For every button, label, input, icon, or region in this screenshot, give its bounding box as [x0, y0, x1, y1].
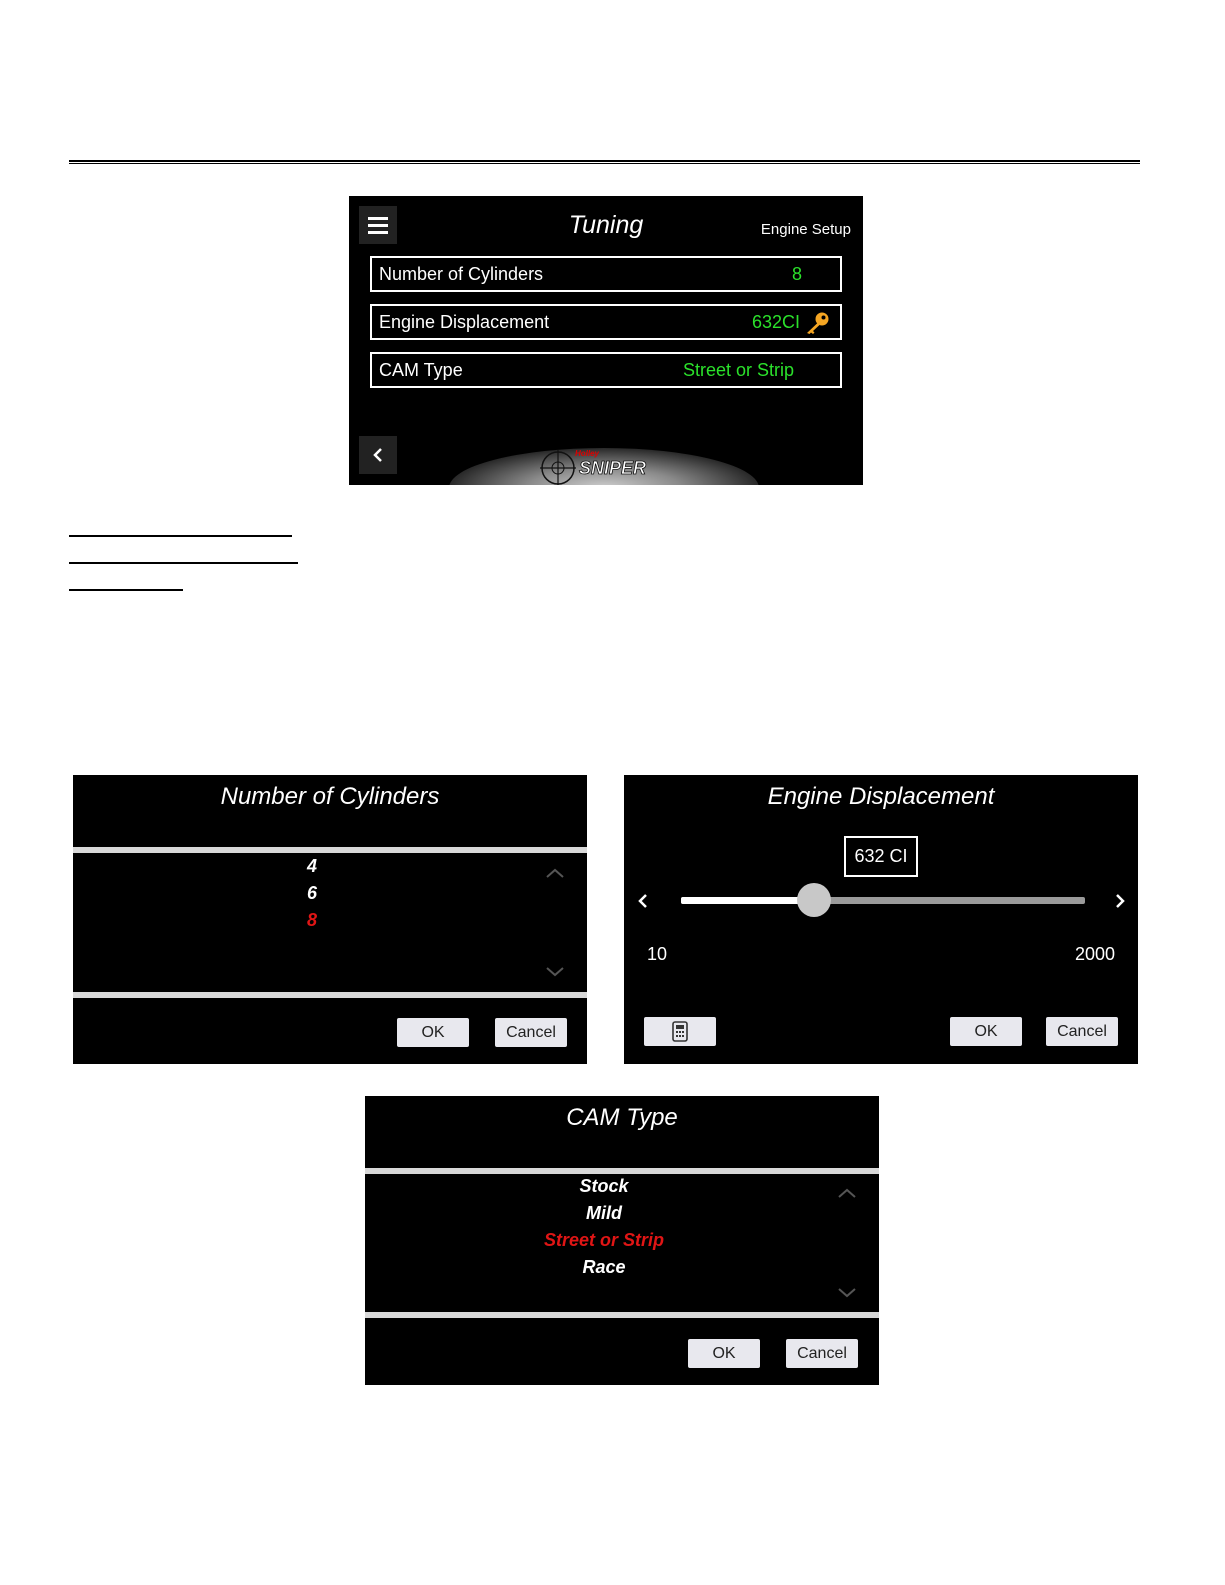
chevron-down-icon[interactable]: [545, 966, 565, 978]
holley-sniper-logo: [537, 446, 677, 485]
slider-max-label: 2000: [1074, 944, 1115, 964]
slider-min-label: 10: [647, 944, 668, 964]
option-item[interactable]: Mild: [586, 1203, 622, 1223]
displacement-slider[interactable]: [681, 897, 1085, 904]
ok-button[interactable]: OK: [397, 1018, 469, 1047]
ok-button[interactable]: OK: [950, 1017, 1022, 1046]
back-button[interactable]: [359, 436, 397, 474]
row-label: CAM Type: [379, 360, 463, 380]
ok-button[interactable]: OK: [688, 1339, 760, 1368]
cancel-button[interactable]: Cancel: [786, 1339, 858, 1368]
underline-3: [69, 589, 183, 591]
dialog-title: Engine Displacement: [767, 783, 995, 810]
option-item[interactable]: 8: [306, 910, 318, 930]
divider: [73, 847, 587, 853]
row-value: 8: [792, 264, 803, 284]
dialog-title: Number of Cylinders: [220, 783, 440, 810]
chevron-down-icon[interactable]: [837, 1287, 857, 1299]
row-label: Number of Cylinders: [379, 264, 544, 284]
cancel-button[interactable]: Cancel: [495, 1018, 567, 1047]
divider: [365, 1168, 879, 1174]
displacement-readout: 632 CI: [844, 836, 918, 877]
divider: [73, 992, 587, 998]
row-cam-type[interactable]: [370, 352, 842, 388]
row-value: Street or Strip: [683, 360, 795, 380]
option-item[interactable]: Race: [582, 1257, 626, 1277]
option-item[interactable]: Stock: [579, 1176, 629, 1196]
chevron-right-icon[interactable]: [1113, 892, 1127, 910]
slider-fill: [681, 897, 814, 904]
option-item[interactable]: 6: [306, 883, 318, 903]
underline-1: [69, 535, 292, 537]
underline-2: [69, 562, 298, 564]
calculator-button[interactable]: [644, 1017, 716, 1046]
chevron-left-icon[interactable]: [636, 892, 650, 910]
row-value: 632CI: [752, 312, 801, 332]
chevron-left-icon: [359, 436, 397, 474]
key-icon: [804, 311, 830, 335]
svg-text:SNIPER: SNIPER: [579, 458, 647, 478]
cancel-button[interactable]: Cancel: [1046, 1017, 1118, 1046]
option-item[interactable]: 4: [306, 856, 318, 876]
screen-subtitle: Engine Setup: [760, 221, 851, 238]
displacement-dialog: [624, 775, 1138, 1064]
option-item[interactable]: Street or Strip: [543, 1230, 665, 1250]
tuning-screen: [349, 196, 863, 485]
slider-thumb[interactable]: [797, 883, 831, 917]
calculator-icon: [644, 1017, 716, 1046]
chevron-up-icon[interactable]: [545, 867, 565, 879]
divider: [365, 1312, 879, 1318]
cylinders-dialog: [73, 775, 587, 1064]
dialog-title: CAM Type: [566, 1104, 678, 1131]
svg-text:Holley: Holley: [575, 449, 600, 458]
row-label: Engine Displacement: [379, 312, 550, 332]
page-rule: [69, 160, 1140, 164]
row-engine-displacement[interactable]: [370, 304, 842, 340]
screen-title: Tuning: [568, 211, 644, 239]
cam-type-dialog: [365, 1096, 879, 1385]
row-number-of-cylinders[interactable]: [370, 256, 842, 292]
chevron-up-icon[interactable]: [837, 1187, 857, 1199]
